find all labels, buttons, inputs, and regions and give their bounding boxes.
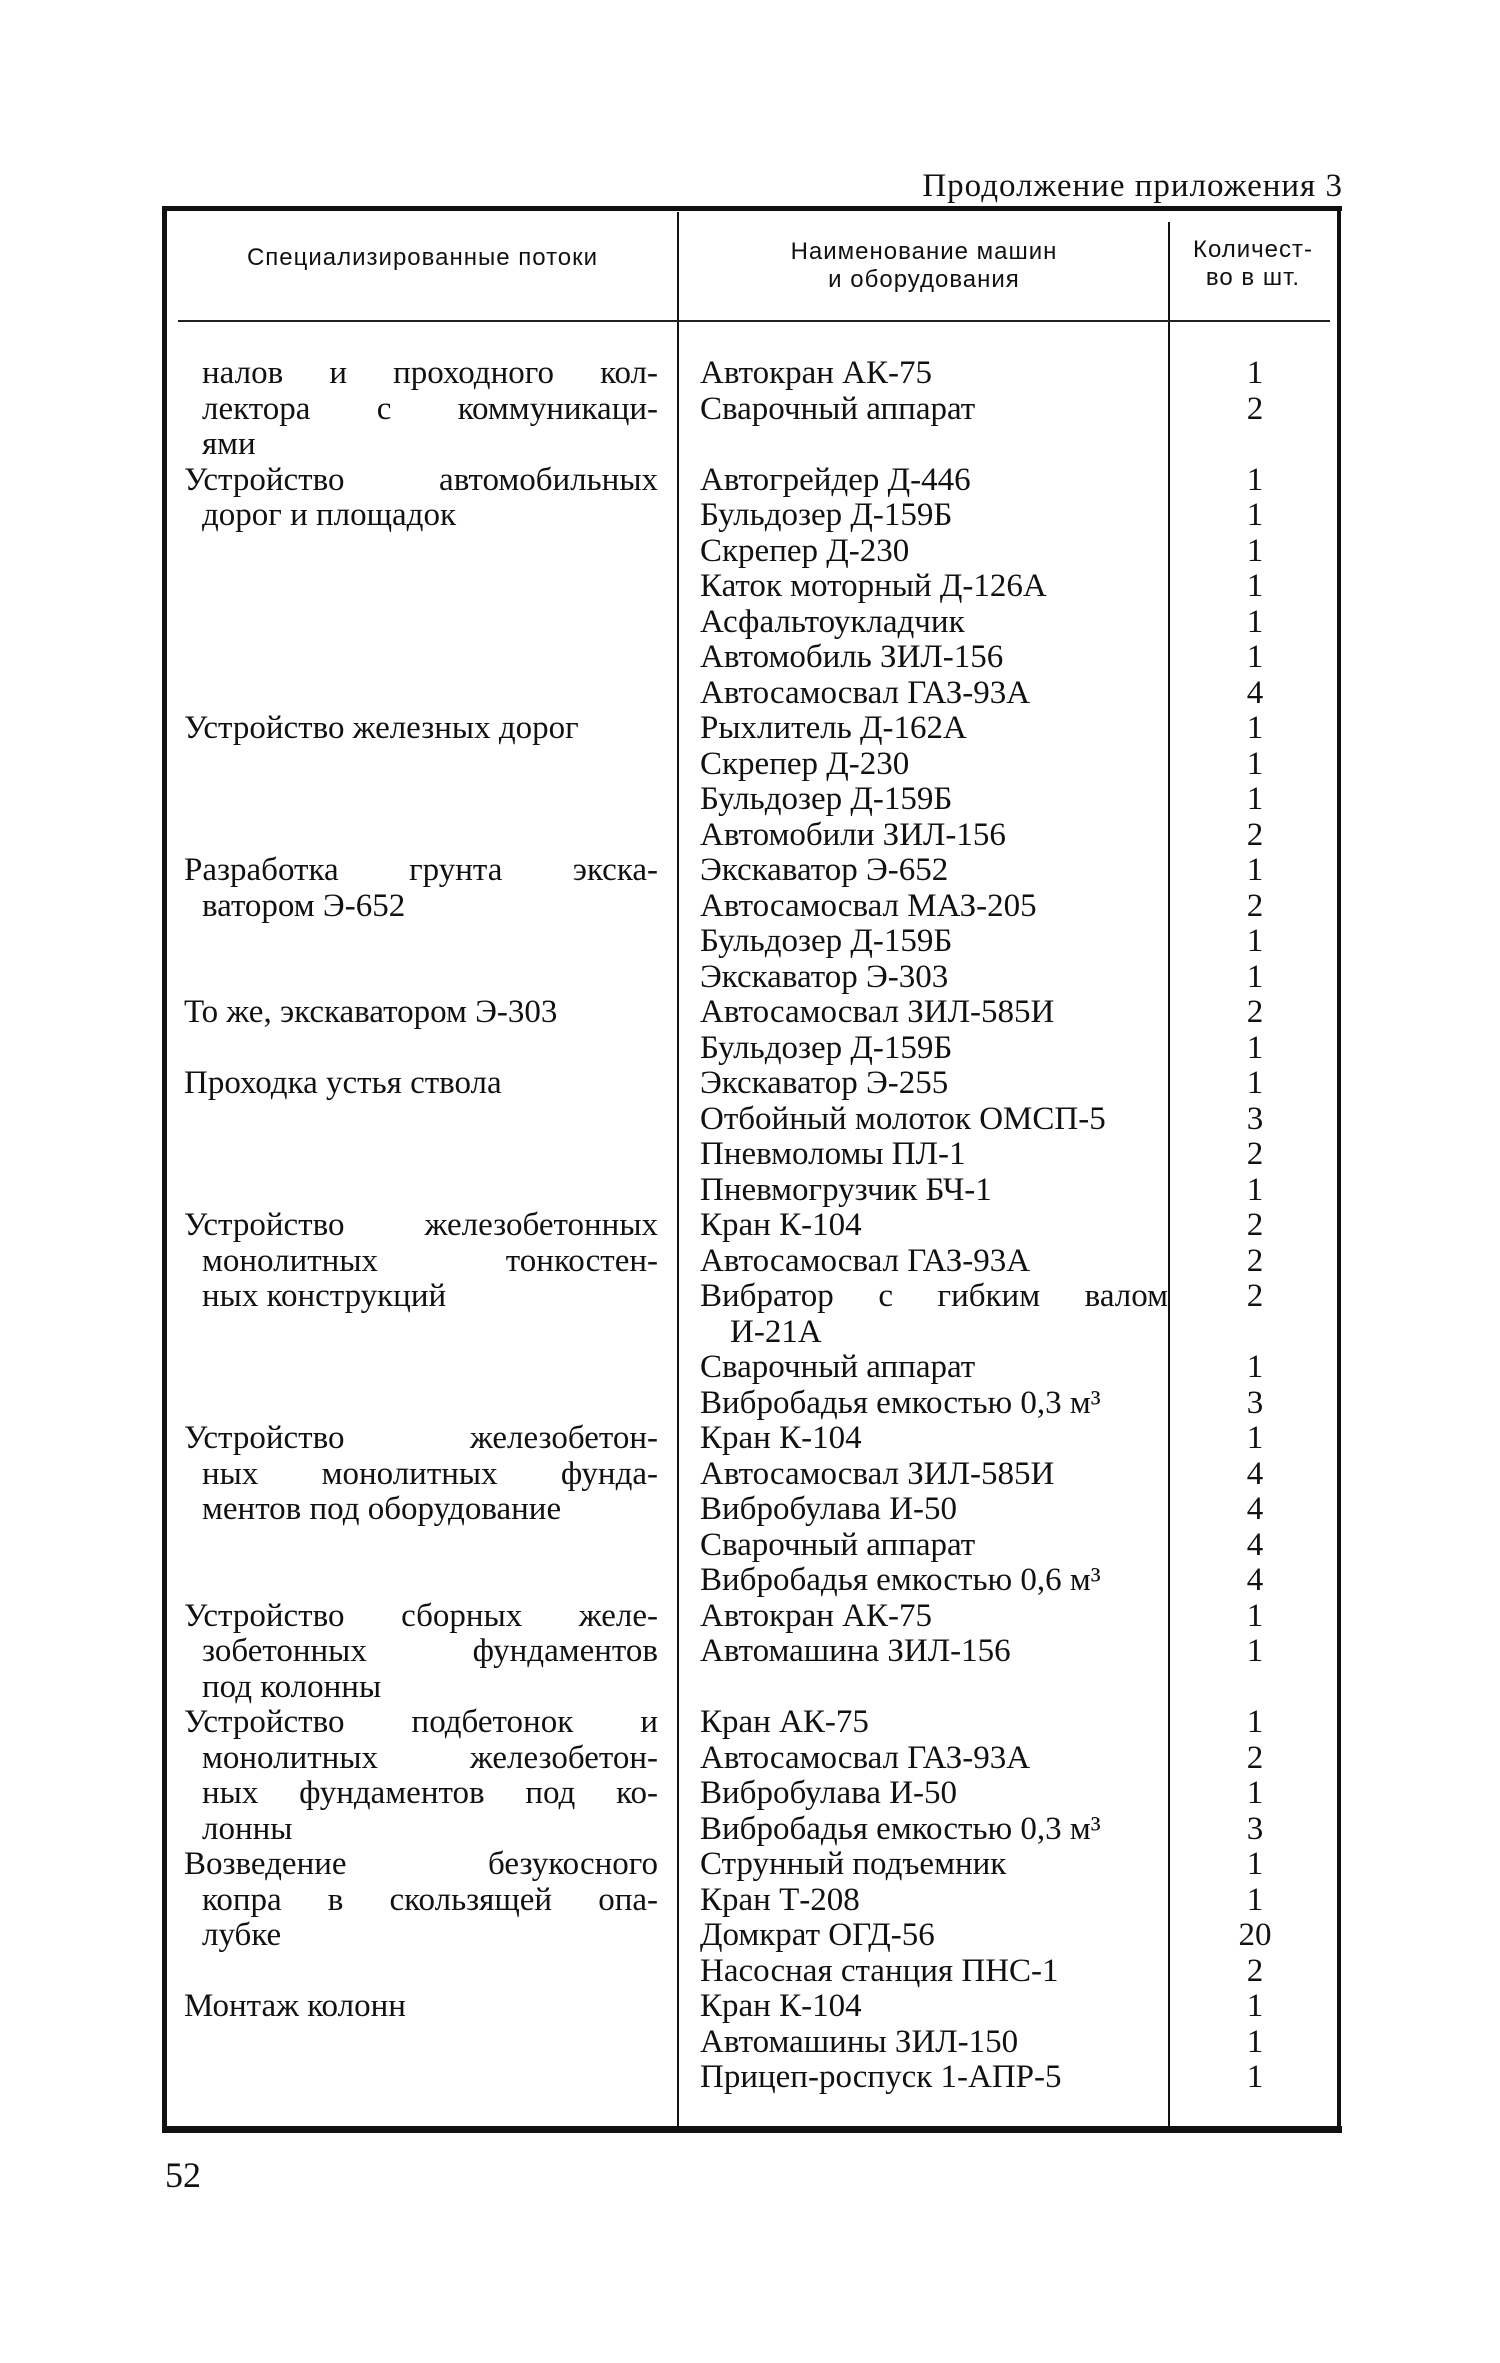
machine-name: Экскаватор Э-255	[700, 1065, 949, 1101]
machine-count: 1	[1246, 355, 1264, 391]
machine-count: 1	[1246, 1171, 1264, 1208]
machine-count: 2	[1246, 1278, 1264, 1314]
stream-name	[184, 1847, 658, 1954]
machine-name: Автомобиль ЗИЛ-156	[700, 639, 1004, 675]
stream-name-line: То же, экскаватором Э-303	[184, 994, 558, 1030]
machine-name: Скрепер Д-230	[700, 532, 910, 569]
stream-name	[184, 1705, 658, 1847]
machine-name: Сварочный аппарат	[700, 1349, 976, 1385]
machine-count: 1	[1246, 1775, 1264, 1811]
machine-list	[700, 1847, 1168, 1989]
machine-count: 1	[1246, 1633, 1264, 1669]
machine-name: Вибробулава И-50	[700, 1491, 958, 1527]
stream-name-line: под колонны	[202, 1668, 382, 1705]
header-machines-line-2: и оборудования	[828, 266, 1020, 293]
machine-name: Пневмоломы ПЛ-1	[700, 1136, 966, 1172]
stream-name-line: Проходка устья ствола	[184, 1065, 502, 1101]
machine-count: 3	[1246, 1100, 1264, 1137]
stream-name-line: Устройство железобетон-	[184, 1420, 658, 1456]
machine-name: Струнный подъемник	[700, 1846, 1007, 1882]
machine-count: 4	[1246, 1526, 1264, 1563]
machine-name: Сварочный аппарат	[700, 1526, 976, 1563]
count-list	[1175, 1066, 1335, 1208]
machine-name: Вибробадья емкостью 0,6 м³	[700, 1562, 1101, 1598]
machine-name: Кран К-104	[700, 1420, 862, 1456]
machine-name: Вибробадья емкостью 0,3 м³	[700, 1384, 1101, 1421]
header-streams: Специализированные потоки	[246, 244, 599, 271]
machine-count: 1	[1246, 1597, 1264, 1634]
machine-count: 1	[1246, 497, 1264, 533]
machine-count: 4	[1246, 1562, 1264, 1598]
machine-count: 1	[1246, 568, 1264, 604]
stream-name-line: Монтаж колонн	[184, 1988, 406, 2024]
machine-name: Автосамосвал ГАЗ-93А	[700, 674, 1031, 711]
count-list	[1175, 356, 1335, 463]
stream-name	[184, 1599, 658, 1706]
machine-name: Пневмогрузчик БЧ-1	[700, 1171, 992, 1208]
machine-name	[700, 1670, 1168, 1706]
machine-name: Отбойный молоток ОМСП-5	[700, 1100, 1106, 1137]
machine-name: Насосная станция ПНС-1	[700, 1952, 1059, 1989]
machine-list	[700, 1705, 1168, 1847]
stream-name	[184, 356, 658, 463]
machine-count: 1	[1246, 852, 1264, 888]
machine-name: Кран К-104	[700, 1207, 862, 1243]
machine-count	[1175, 1315, 1335, 1351]
stream-name	[184, 1066, 658, 1102]
stream-name-line: ных фундаментов под ко-	[202, 1775, 658, 1811]
count-list	[1175, 1847, 1335, 1989]
count-list	[1175, 1208, 1335, 1421]
machine-count: 20	[1238, 1917, 1272, 1953]
header-machines	[682, 238, 1166, 294]
machine-name: Асфальтоукладчик	[700, 603, 965, 640]
machine-name: Бульдозер Д-159Б	[700, 1029, 953, 1066]
column-divider-2	[1168, 222, 1170, 2126]
machine-name: Автосамосвал ЗИЛ-585И	[700, 994, 1055, 1030]
stream-name-line: дорог и площадок	[202, 497, 456, 533]
machine-name: Кран Т-208	[700, 1881, 860, 1918]
header-machines-line-1: Наименование машин	[790, 238, 1058, 265]
header-count-line-1: Количест-	[1192, 236, 1314, 263]
machine-name: Кран АК-75	[700, 1704, 869, 1740]
count-list	[1175, 1421, 1335, 1599]
header-count	[1172, 236, 1334, 292]
stream-name-line: Устройство подбетонок и	[184, 1704, 658, 1740]
count-list	[1175, 1989, 1335, 2096]
stream-name	[184, 853, 658, 924]
stream-name-line: лонны	[202, 1810, 293, 1847]
machine-count: 4	[1246, 1491, 1264, 1527]
table-right-border	[1337, 206, 1341, 2130]
machine-name: Сварочный аппарат	[700, 390, 976, 427]
machine-count: 1	[1246, 639, 1264, 675]
machine-list	[700, 1421, 1168, 1599]
stream-name	[184, 463, 658, 534]
machine-count: 1	[1246, 710, 1264, 746]
stream-name-line: Устройство автомобильных	[184, 461, 658, 498]
machine-count: 1	[1246, 958, 1264, 995]
stream-name	[184, 711, 658, 747]
machine-list	[700, 1208, 1168, 1421]
machine-count: 4	[1246, 674, 1264, 711]
machine-count: 1	[1246, 1988, 1264, 2024]
machine-name: Экскаватор Э-652	[700, 852, 949, 888]
stream-name-line: монолитных железобетон-	[202, 1739, 658, 1776]
stream-name-line: монолитных тонкостен-	[202, 1242, 658, 1279]
machine-count: 1	[1246, 1704, 1264, 1740]
machine-name: Автосамосвал ГАЗ-93А	[700, 1739, 1031, 1776]
machine-name	[700, 427, 1168, 463]
header-rule	[178, 320, 1330, 322]
machine-count: 1	[1246, 781, 1264, 817]
machine-list	[700, 1989, 1168, 2096]
machine-name: Бульдозер Д-159Б	[700, 781, 953, 817]
machine-name: Автогрейдер Д-446	[700, 461, 971, 498]
machine-count: 1	[1246, 2059, 1264, 2095]
table-top-rule	[162, 206, 1342, 211]
machine-count: 2	[1246, 1207, 1264, 1243]
machine-count: 4	[1246, 1455, 1264, 1492]
count-list	[1175, 463, 1335, 712]
machine-name: Автосамосвал ЗИЛ-585И	[700, 1455, 1055, 1492]
machine-count: 2	[1246, 1242, 1264, 1279]
count-list	[1175, 853, 1335, 995]
machine-count: 1	[1246, 2023, 1264, 2060]
machine-name: Бульдозер Д-159Б	[700, 497, 953, 533]
column-divider-1	[677, 212, 679, 2126]
machine-count: 2	[1246, 1136, 1264, 1172]
stream-name-line: копра в скользящей опа-	[202, 1881, 658, 1918]
machine-name: Автосамосвал МАЗ-205	[700, 887, 1037, 924]
machine-list	[700, 356, 1168, 463]
stream-name-line: Устройство железных дорог	[184, 710, 579, 746]
machine-name: Вибробадья емкостью 0,3 м³	[700, 1810, 1101, 1847]
machine-count: 2	[1246, 1739, 1264, 1776]
machine-name: Домкрат ОГД-56	[700, 1917, 935, 1953]
machine-count: 1	[1246, 1846, 1264, 1882]
stream-name	[184, 1208, 658, 1315]
table-caption: Продолжение приложения 3	[922, 168, 1343, 204]
machine-count: 2	[1246, 816, 1264, 853]
table-left-border	[162, 206, 167, 2130]
machine-count: 3	[1246, 1384, 1264, 1421]
machine-list	[700, 1599, 1168, 1706]
table-bottom-rule	[162, 2126, 1342, 2133]
machine-list	[700, 853, 1168, 995]
machine-name: Автомобили ЗИЛ-156	[700, 816, 1006, 853]
machine-count: 2	[1246, 390, 1264, 427]
machine-name: Автокран АК-75	[700, 1597, 932, 1634]
machine-count: 1	[1246, 1881, 1264, 1918]
machine-count: 1	[1246, 923, 1264, 959]
stream-name-line: ями	[202, 426, 256, 462]
machine-name: Вибробулава И-50	[700, 1775, 958, 1811]
machine-count: 2	[1246, 1952, 1264, 1989]
machine-list	[700, 711, 1168, 853]
count-list	[1175, 1599, 1335, 1706]
machine-name: И-21А	[730, 1313, 822, 1350]
stream-name-line: налов и проходного кол-	[202, 355, 658, 391]
machine-list	[700, 463, 1168, 712]
machine-name: Автосамосвал ГАЗ-93А	[700, 1242, 1031, 1279]
machine-count: 1	[1246, 1029, 1264, 1066]
machine-name: Бульдозер Д-159Б	[700, 923, 953, 959]
machine-name: Автомашина ЗИЛ-156	[700, 1633, 1011, 1669]
machine-count: 1	[1246, 532, 1264, 569]
stream-name-line: ментов под оборудование	[202, 1491, 562, 1527]
count-list	[1175, 1705, 1335, 1847]
stream-name	[184, 1989, 658, 2025]
stream-name-line: ных конструкций	[202, 1278, 447, 1314]
machine-name: Автомашины ЗИЛ-150	[700, 2023, 1019, 2060]
machine-count: 1	[1246, 1420, 1264, 1456]
machine-count: 3	[1246, 1810, 1264, 1847]
count-list	[1175, 995, 1335, 1066]
machine-count: 1	[1246, 461, 1264, 498]
machine-count: 2	[1246, 887, 1264, 924]
machine-name: Автокран АК-75	[700, 355, 932, 391]
machine-count: 1	[1246, 603, 1264, 640]
stream-name-line: ватором Э-652	[202, 887, 406, 924]
machine-name: Вибратор с гибким валом	[700, 1278, 1168, 1314]
count-list	[1175, 711, 1335, 853]
stream-name-line: зобетонных фундаментов	[202, 1633, 658, 1669]
stream-name-line: ных монолитных фунда-	[202, 1455, 658, 1492]
machine-list	[700, 1066, 1168, 1208]
machine-count	[1175, 1670, 1335, 1706]
machine-name: Каток моторный Д-126А	[700, 568, 1047, 604]
machine-name: Экскаватор Э-303	[700, 958, 949, 995]
machine-name: Прицеп-роспуск 1-АПР-5	[700, 2059, 1062, 2095]
header-count-line-2: во в шт.	[1205, 264, 1301, 291]
stream-name-line: Устройство сборных желе-	[184, 1597, 658, 1634]
stream-name	[184, 1421, 658, 1528]
machine-list	[700, 995, 1168, 1066]
page-number: 52	[165, 2155, 201, 2195]
machine-count: 1	[1246, 1349, 1264, 1385]
stream-name	[184, 995, 658, 1031]
stream-name-line: лектора с коммуникаци-	[202, 390, 658, 427]
machine-count	[1175, 427, 1335, 463]
stream-name-line: Разработка грунта экска-	[184, 852, 658, 888]
stream-name-line: Устройство железобетонных	[184, 1207, 658, 1243]
machine-count: 2	[1246, 994, 1264, 1030]
stream-name-line: Возведение безукосного	[184, 1846, 658, 1882]
machine-name: Рыхлитель Д-162А	[700, 710, 967, 746]
stream-name-line: лубке	[202, 1917, 282, 1953]
machine-name: Кран К-104	[700, 1988, 862, 2024]
machine-count: 1	[1246, 1065, 1264, 1101]
machine-name: Скрепер Д-230	[700, 745, 910, 782]
machine-count: 1	[1246, 745, 1264, 782]
